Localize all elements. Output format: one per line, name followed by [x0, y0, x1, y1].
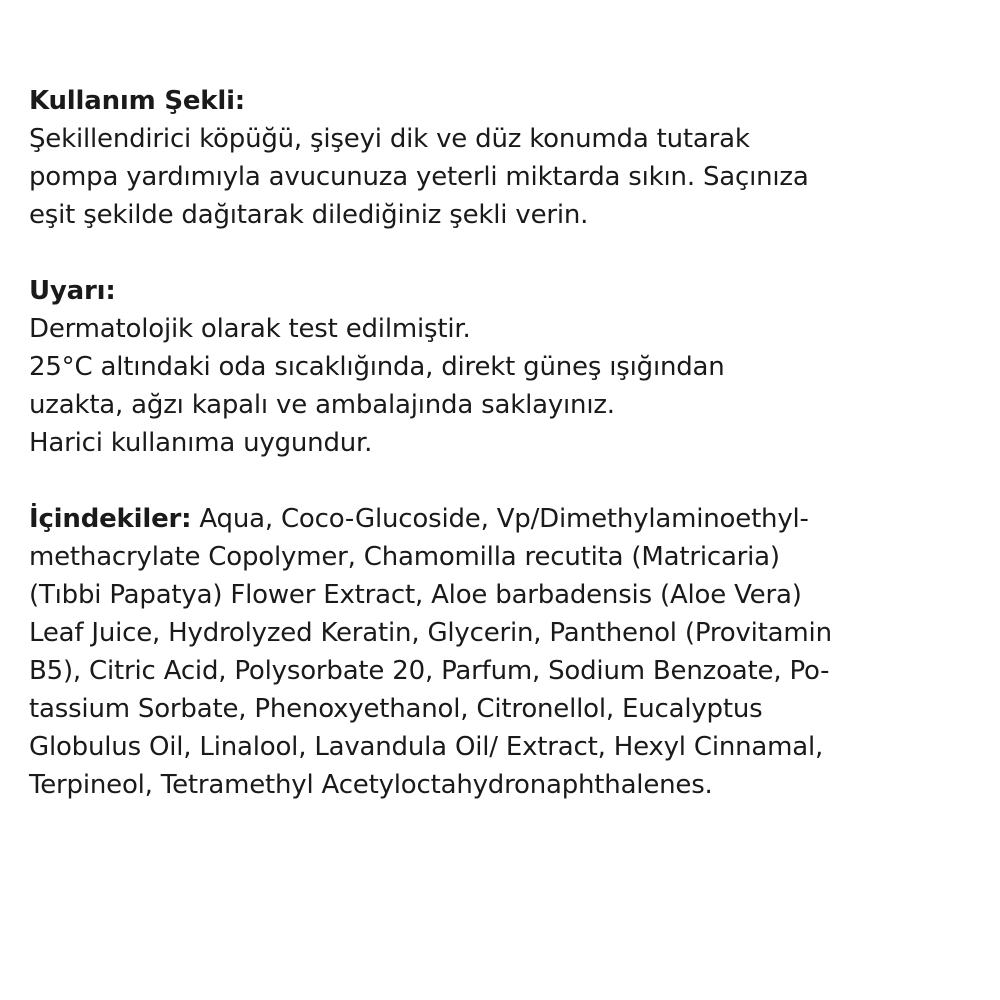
- usage-line: Şekillendirici köpüğü, şişeyi dik ve düz konumda tutarak: [29, 124, 750, 154]
- ingredients-first-line: [29, 500, 974, 538]
- ingredients-line: Leaf Juice, Hydrolyzed Keratin, Glycerin, Panthenol (Provitamin: [29, 618, 832, 648]
- ingredients-line: tassium Sorbate, Phenoxyethanol, Citronellol, Eucalyptus: [29, 694, 763, 724]
- ingredients-line: Globulus Oil, Linalool, Lavandula Oil/ Extract, Hexyl Cinnamal,: [29, 732, 824, 762]
- warning-heading: Uyarı:: [29, 276, 116, 306]
- warning-section: [29, 272, 974, 462]
- warning-line: Dermatolojik olarak test edilmiştir.: [29, 314, 471, 344]
- usage-line: pompa yardımıyla avucunuza yeterli miktarda sıkın. Saçınıza: [29, 162, 809, 192]
- warning-line: 25°C altındaki oda sıcaklığında, direkt güneş ışığından: [29, 352, 725, 382]
- ingredients-line: (Tıbbi Papatya) Flower Extract, Aloe barbadensis (Aloe Vera): [29, 580, 802, 610]
- ingredients-section: [29, 500, 974, 804]
- usage-section: [29, 82, 974, 234]
- ingredients-first-text: Aqua, Coco-Glucoside, Vp/Dimethylaminoethyl-: [191, 504, 809, 534]
- usage-line: eşit şekilde dağıtarak dilediğiniz şekli verin.: [29, 200, 589, 230]
- ingredients-line: methacrylate Copolymer, Chamomilla recutita (Matricaria): [29, 542, 780, 572]
- usage-heading: Kullanım Şekli:: [29, 86, 246, 116]
- product-info-document: [29, 82, 974, 804]
- ingredients-line: B5), Citric Acid, Polysorbate 20, Parfum, Sodium Benzoate, Po-: [29, 656, 830, 686]
- ingredients-line: Terpineol, Tetramethyl Acetyloctahydronaphthalenes.: [29, 770, 713, 800]
- warning-line: uzakta, ağzı kapalı ve ambalajında saklayınız.: [29, 390, 615, 420]
- warning-line: Harici kullanıma uygundur.: [29, 428, 373, 458]
- ingredients-heading: İçindekiler:: [29, 504, 192, 534]
